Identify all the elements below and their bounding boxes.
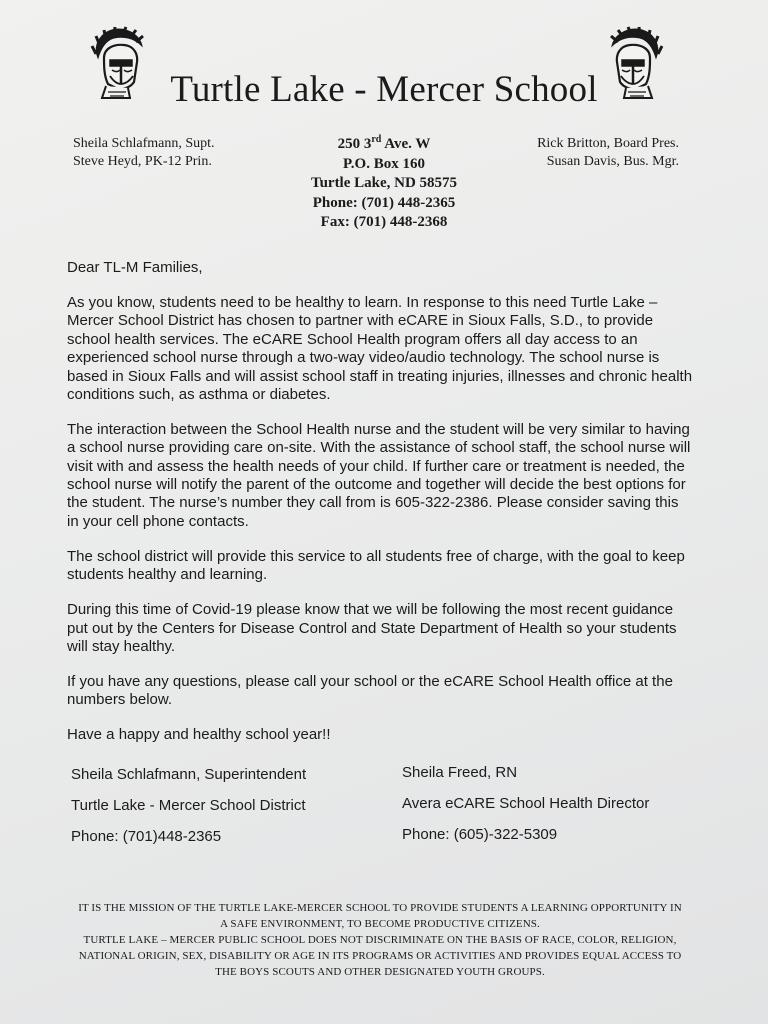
letter-paragraph: If you have any questions, please call your school or the eCARE School Health office at the numbers below.: [67, 672, 673, 709]
letter-paragraph: During this time of Covid-19 please know that we will be following the most recent guidance put out by the Centers for Disease Control and State Department of Health so your students will stay healthy.: [67, 601, 677, 655]
school-address: [254, 135, 514, 233]
letter-closing: Have a happy and healthy school year!!: [67, 726, 331, 744]
nondiscrimination-text: TURTLE LAKE – MERCER PUBLIC SCHOOL DOES NOT DISCRIMINATE ON THE BASIS OF RACE, COLOR, RELIGION, NATIONAL ORIGIN, SEX, DISABILITY OR AGE IN ITS PROGRAMS OR ACTIVITIES AND PROVIDES EQUAL ACCESS TO THE BOYS SCOUTS AND OTHER DESIGNATED YOUTH GROUPS.: [78, 934, 682, 978]
principal-line: Steve Heyd, PK-12 Prin.: [73, 154, 212, 169]
letter-greeting: Dear TL-M Families,: [67, 259, 203, 276]
address-fax: Fax: (701) 448-2368: [320, 214, 448, 230]
address-street: 250 3rd Ave. W: [337, 134, 431, 152]
address-phone: Phone: (701) 448-2365: [312, 194, 456, 211]
signature-org: Turtle Lake - Mercer School District: [71, 797, 306, 814]
signature-phone: Phone: (605)-322-5309: [402, 826, 558, 843]
signature-nurse: [402, 764, 649, 857]
mission-text: IT IS THE MISSION OF THE TURTLE LAKE-MERCER SCHOOL TO PROVIDE STUDENTS A LEARNING OPPORTUNITY IN A SAFE ENVIRONMENT, TO BECOME PRODUCTIVE CITIZENS.: [78, 902, 682, 930]
board-president-line: Rick Britton, Board Pres.: [537, 136, 679, 151]
letter-paragraph: The school district will provide this service to all students free of charge, with the goal to keep students healthy and learning.: [67, 547, 685, 584]
letter-paragraph: As you know, students need to be healthy to learn. In response to this need Turtle Lake – Mercer School District has chosen to partner with eCARE in Sioux Falls, S.D., to provide school health services. The eCARE School Health program offers all day access to an experienced school nurse through a two-way video/audio technology. The school nurse is based in Sioux Falls and will assist school staff in treating injuries, illnesses and chronic health conditions such, as asthma or diabetes.: [67, 293, 693, 403]
business-manager-line: Susan Davis, Bus. Mgr.: [546, 154, 679, 169]
letter-paragraph: The interaction between the School Health nurse and the student will be very similar to having a school nurse providing care on-site. With the assistance of school staff, the school nurse will visit with and assess the health needs of your child. If further care or treatment is needed, the school nurse will notify the parent of the outcome and together will decide the best options for the student. The nurse’s number they call from is 605-322-2386. Please consider saving this in your cell phone contacts.: [67, 420, 691, 530]
address-po-box: P.O. Box 160: [343, 155, 425, 172]
admin-right: [537, 135, 679, 171]
mission-statement: [75, 900, 685, 980]
admin-left: [73, 135, 215, 171]
signature-phone: Phone: (701)448-2365: [71, 828, 222, 845]
superintendent-line: Sheila Schlafmann, Supt.: [73, 136, 215, 151]
signature-org: Avera eCARE School Health Director: [402, 795, 650, 812]
signature-superintendent: [71, 766, 306, 859]
letter-body: [67, 259, 693, 761]
school-name: Turtle Lake - Mercer School: [170, 69, 598, 110]
signature-name: Sheila Schlafmann, Superintendent: [71, 766, 307, 783]
address-city: Turtle Lake, ND 58575: [310, 175, 458, 191]
signature-name: Sheila Freed, RN: [402, 764, 518, 781]
